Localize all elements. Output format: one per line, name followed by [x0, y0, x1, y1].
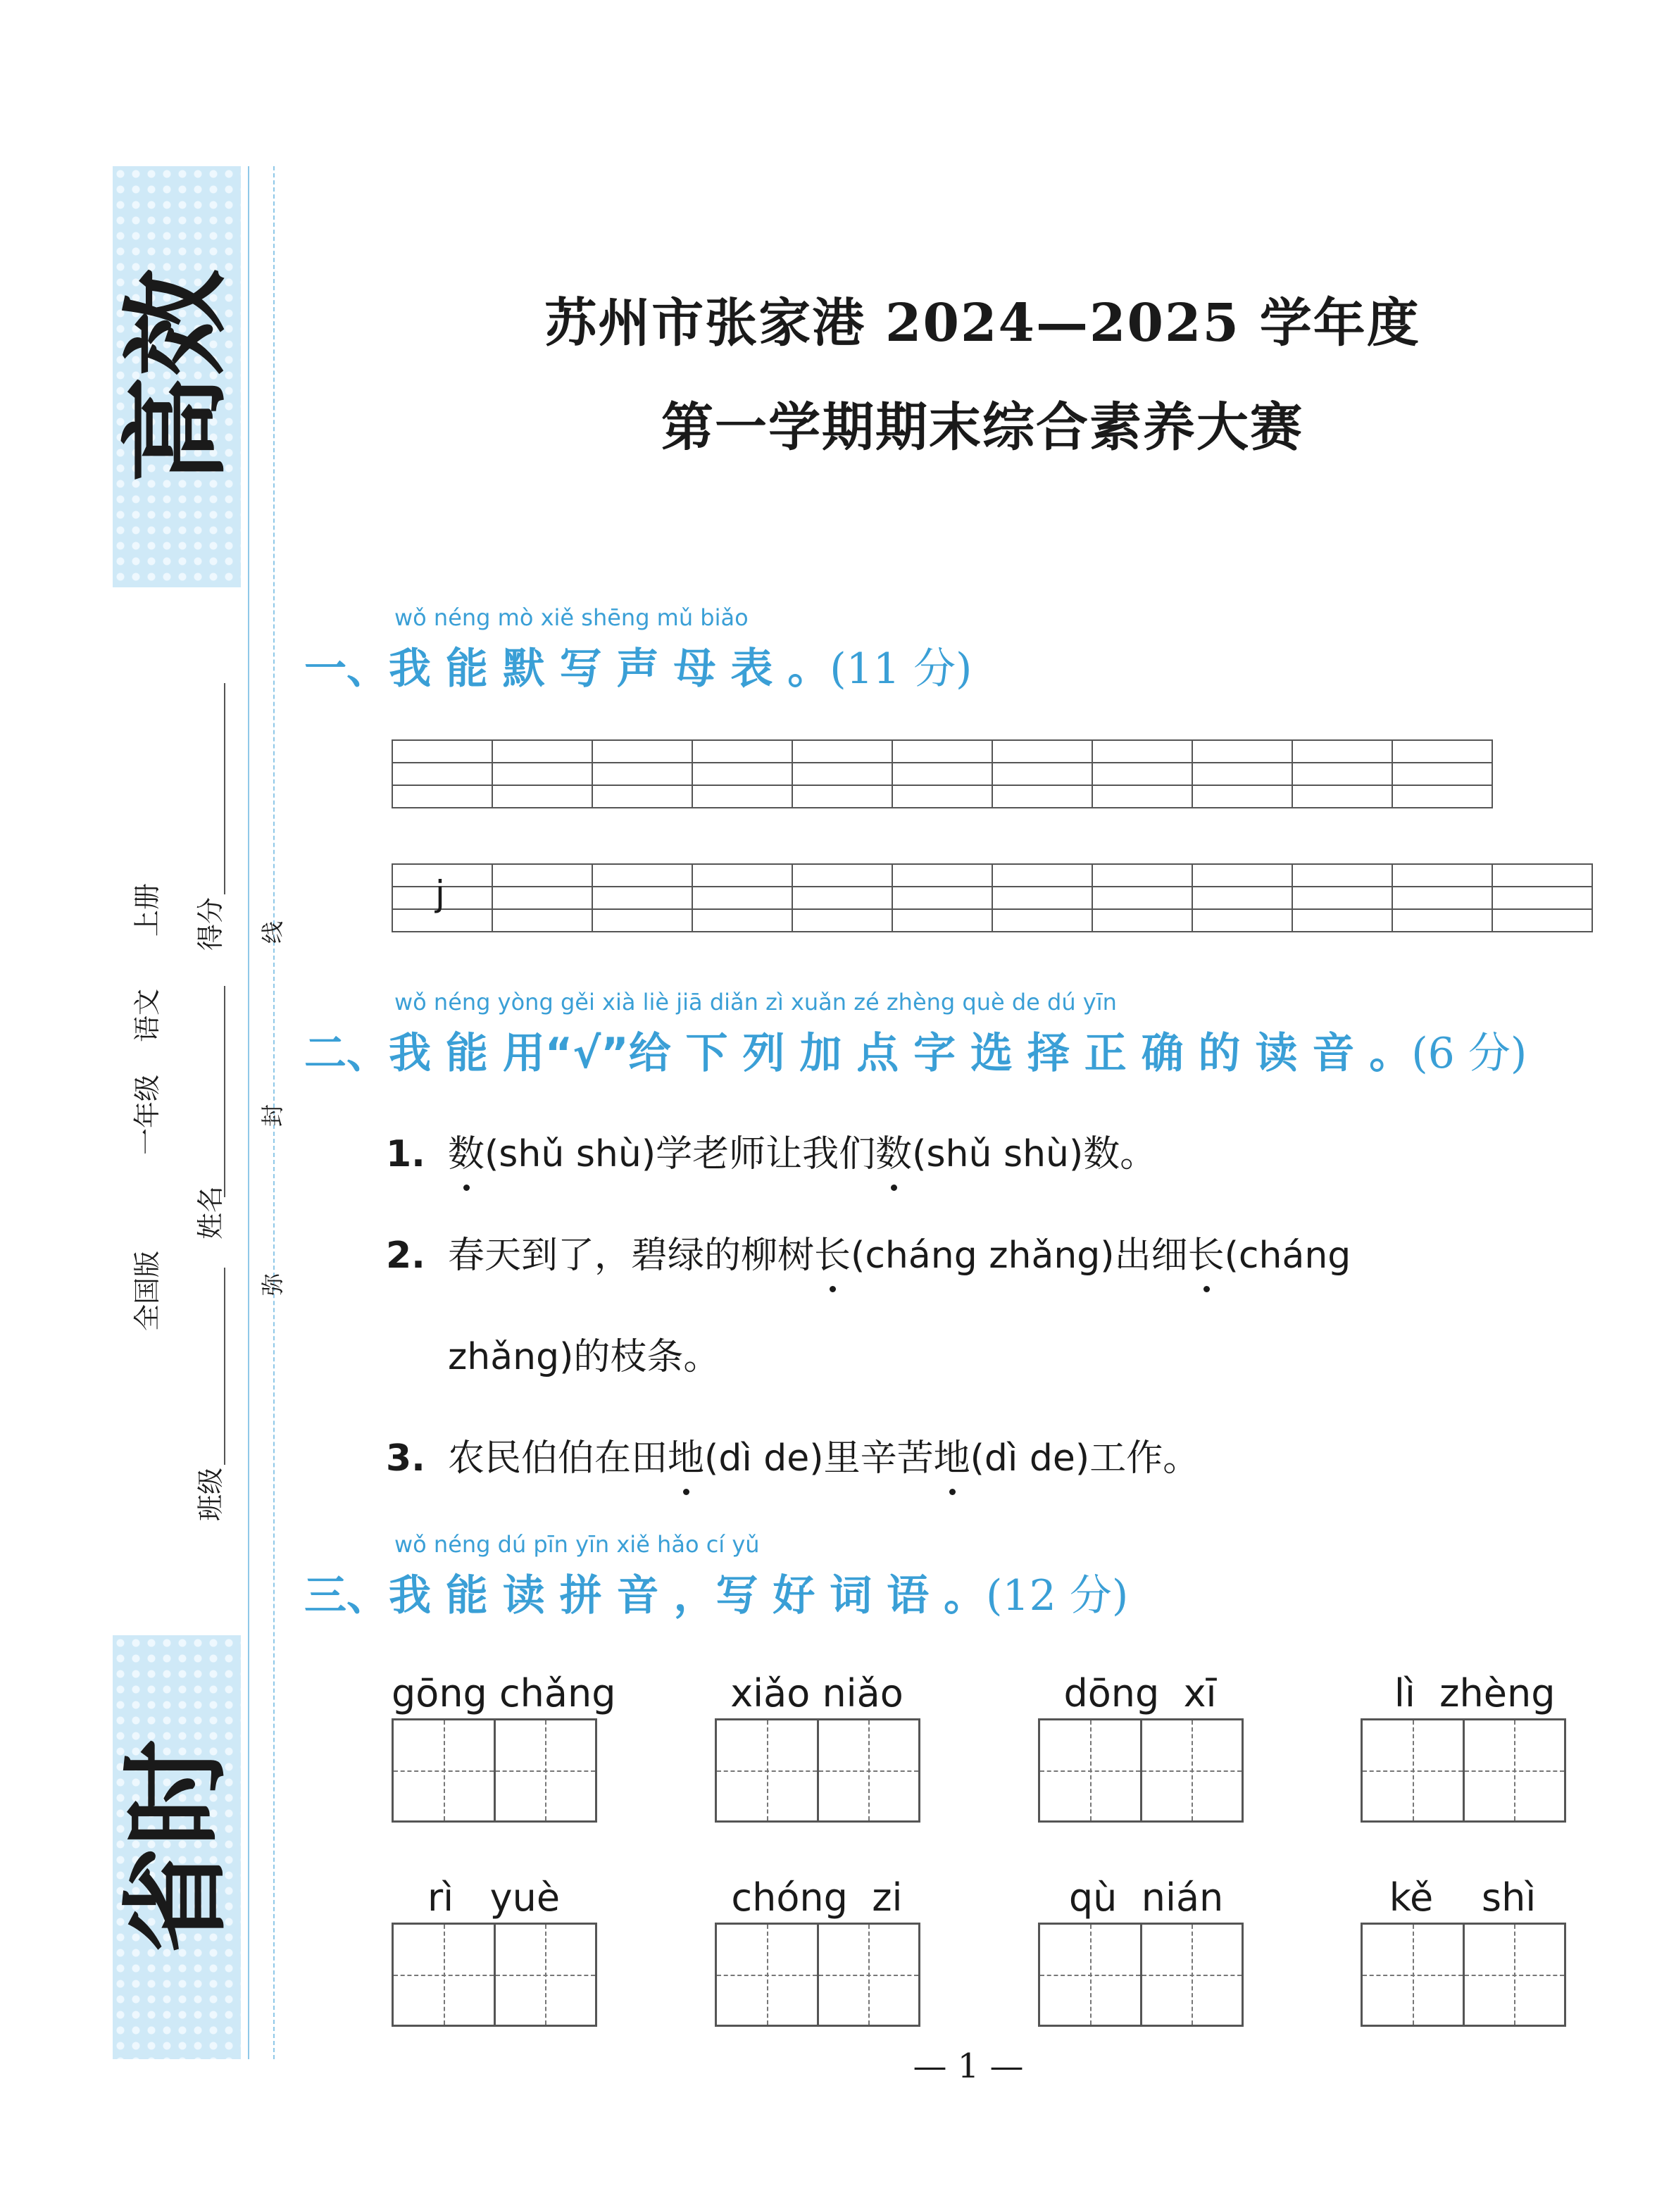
dotted-char: 数	[448, 1133, 485, 1175]
word-item	[1038, 1873, 1242, 2027]
pinyin-choice[interactable]: (shǔ shù)	[912, 1133, 1084, 1175]
word-item	[715, 1669, 919, 1823]
margin-volume: 上册	[132, 882, 163, 937]
question-2-2-continued: zhǎng)的枝条。	[448, 1336, 720, 1378]
band-slogan-bottom: 省时	[114, 1739, 239, 1954]
dotted-char: 地	[668, 1437, 705, 1480]
section1-pinyin: wǒ néng mò xiě shēng mǔ biǎo	[394, 604, 749, 631]
word-item	[1361, 1669, 1565, 1823]
class-field-line[interactable]	[224, 1268, 225, 1465]
tianzige-boxes[interactable]	[392, 1923, 597, 2027]
dotted-char: 长	[814, 1235, 851, 1277]
margin-subject: 语文	[132, 988, 163, 1042]
initials-grid-row1[interactable]	[392, 739, 1493, 808]
seal-mark-2: 封	[259, 1104, 286, 1127]
word-item	[392, 1873, 596, 2027]
margin-grade: 一年级	[132, 1074, 163, 1155]
section3-pinyin: wǒ néng dú pīn yīn xiě hǎo cí yǔ	[394, 1531, 760, 1558]
section3-title: 三、我 能 读 拼 音 ，写 好 词 语 。	[304, 1571, 986, 1620]
exam-title-line1: 苏州市张家港 2024—2025 学年度	[544, 293, 1420, 354]
section1-score: (11 分)	[830, 644, 973, 694]
page-number: — 1 —	[913, 2047, 1024, 2086]
word-item	[392, 1669, 616, 1823]
tianzige-boxes[interactable]	[715, 1923, 920, 2027]
word-pinyin: xiǎo niǎo	[730, 1671, 903, 1716]
score-label: 得分	[195, 896, 226, 951]
dotted-char: 地	[933, 1437, 970, 1480]
pinyin-choice[interactable]: (cháng zhǎng)	[851, 1235, 1115, 1277]
word-pinyin: kě shì	[1389, 1875, 1537, 1920]
name-field-line[interactable]	[224, 986, 225, 1197]
given-initial-j: j	[435, 873, 445, 914]
pinyin-choice[interactable]: zhǎng)	[448, 1336, 574, 1378]
section2-heading	[304, 1020, 1527, 1080]
word-pinyin: rì yuè	[427, 1875, 561, 1920]
seal-mark-1: 弥	[259, 1273, 286, 1296]
section2-score: (6 分)	[1411, 1029, 1527, 1078]
margin-edition: 全国版	[132, 1250, 163, 1331]
tianzige-boxes[interactable]	[715, 1718, 920, 1823]
pinyin-choice[interactable]: (shǔ shù)	[484, 1133, 656, 1175]
section2-pinyin: wǒ néng yòng gěi xià liè jiā diǎn zì xuǎn zé zhèng què de dú yīn	[394, 989, 1117, 1016]
word-pinyin: qù nián	[1056, 1875, 1224, 1920]
question-2-2: 2. 春天到了，碧绿的柳树长(cháng zhǎng)出细长(cháng	[386, 1235, 1351, 1277]
margin-rule-solid	[248, 166, 249, 2059]
section1-title: 一、我 能 默 写 声 母 表 。	[304, 644, 830, 694]
pinyin-choice[interactable]: (dì de)	[704, 1437, 824, 1480]
tianzige-boxes[interactable]	[1038, 1923, 1244, 2027]
word-item	[1361, 1873, 1565, 2027]
class-label: 班级	[195, 1467, 226, 1521]
exam-title-line2: 第一学期期末综合素养大赛	[661, 397, 1303, 458]
section3-score: (12 分)	[986, 1571, 1129, 1620]
section3-heading	[304, 1562, 1128, 1623]
pinyin-choice[interactable]: (cháng	[1224, 1235, 1351, 1277]
dotted-char: 数	[875, 1133, 913, 1175]
seal-mark-3: 线	[259, 920, 286, 944]
section2-title: 二、我 能 用“√”给 下 列 加 点 字 选 择 正 确 的 读 音 。	[304, 1029, 1412, 1078]
word-item	[715, 1873, 919, 2027]
word-pinyin: chóng zi	[731, 1875, 903, 1920]
word-pinyin: gōng chǎng	[392, 1671, 616, 1716]
dotted-char: 长	[1187, 1235, 1225, 1277]
question-2-1: 1. 数(shǔ shù)学老师让我们数(shǔ shù)数。	[386, 1133, 1157, 1175]
pinyin-choice[interactable]: (dì de)	[970, 1437, 1090, 1480]
tianzige-boxes[interactable]	[1361, 1718, 1566, 1823]
tianzige-boxes[interactable]	[1038, 1718, 1244, 1823]
score-field-line[interactable]	[224, 683, 225, 894]
tianzige-boxes[interactable]	[392, 1718, 597, 1823]
tianzige-boxes[interactable]	[1361, 1923, 1566, 2027]
initials-grid-row2[interactable]	[392, 863, 1593, 932]
word-item	[1038, 1669, 1242, 1823]
word-pinyin: lì zhèng	[1370, 1671, 1556, 1716]
band-slogan-top: 高效	[114, 269, 239, 483]
question-2-3: 3. 农民伯伯在田地(dì de)里辛苦地(dì de)工作。	[386, 1437, 1200, 1480]
name-label: 姓名	[195, 1185, 226, 1239]
word-pinyin: dōng xī	[1063, 1671, 1217, 1716]
section1-heading	[304, 635, 972, 696]
